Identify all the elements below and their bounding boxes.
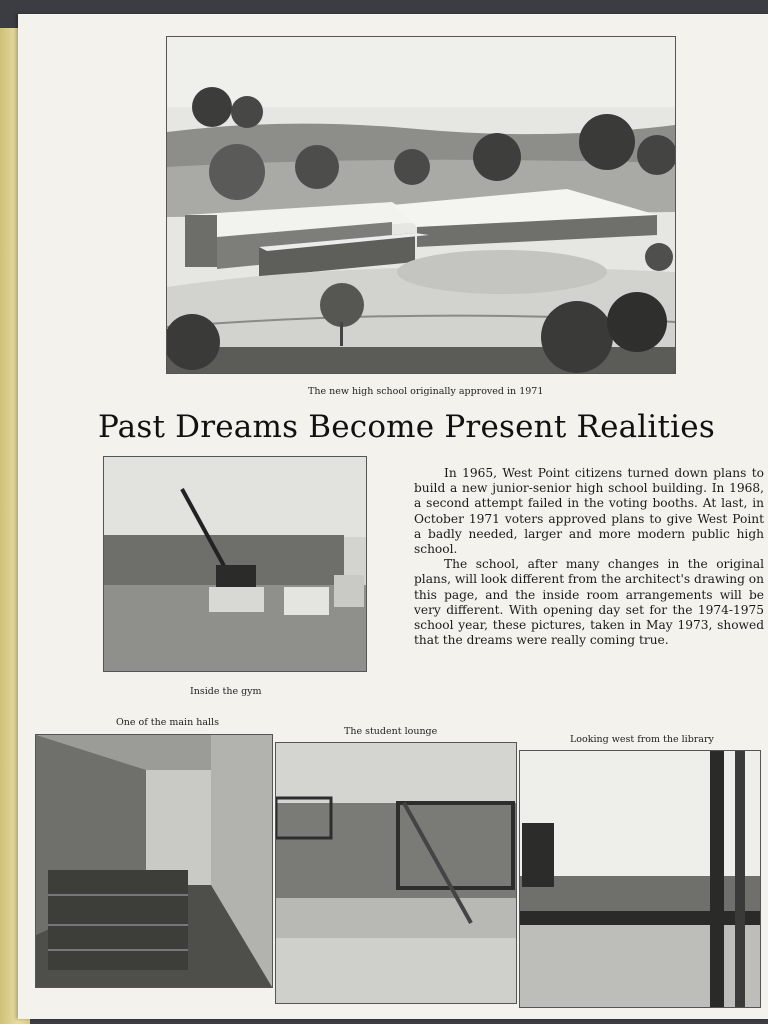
main-hall-photo xyxy=(35,734,273,988)
gym-caption: Inside the gym xyxy=(190,686,262,697)
yearbook-page xyxy=(18,14,768,1019)
lounge-caption: The student lounge xyxy=(344,726,438,737)
article-text xyxy=(414,466,764,648)
halls-caption: One of the main halls xyxy=(116,717,219,728)
school-rendering-image xyxy=(166,36,676,374)
paragraph-1: In 1965, West Point citizens turned down plans to build a new junior-senior high school building. In 1968, a second attempt failed in the voting booths. At last, in October 1971 voters approved plans to give West Point a badly needed, larger and more modern public high school. xyxy=(414,466,764,557)
library-view-photo xyxy=(519,750,761,1008)
student-lounge-photo xyxy=(275,742,517,1004)
gym-photo xyxy=(103,456,367,672)
library-caption: Looking west from the library xyxy=(570,734,714,745)
paragraph-2: The school, after many changes in the original plans, will look different from the architect's drawing on this page, and the inside room arrangements will be very different. With opening day set for the 1974-1975 school year, these pictures, taken in May 1973, showed that the dreams were really coming true. xyxy=(414,557,764,648)
page-headline: Past Dreams Become Present Realities xyxy=(98,409,715,445)
rendering-caption: The new high school originally approved in 1971 xyxy=(308,386,544,397)
